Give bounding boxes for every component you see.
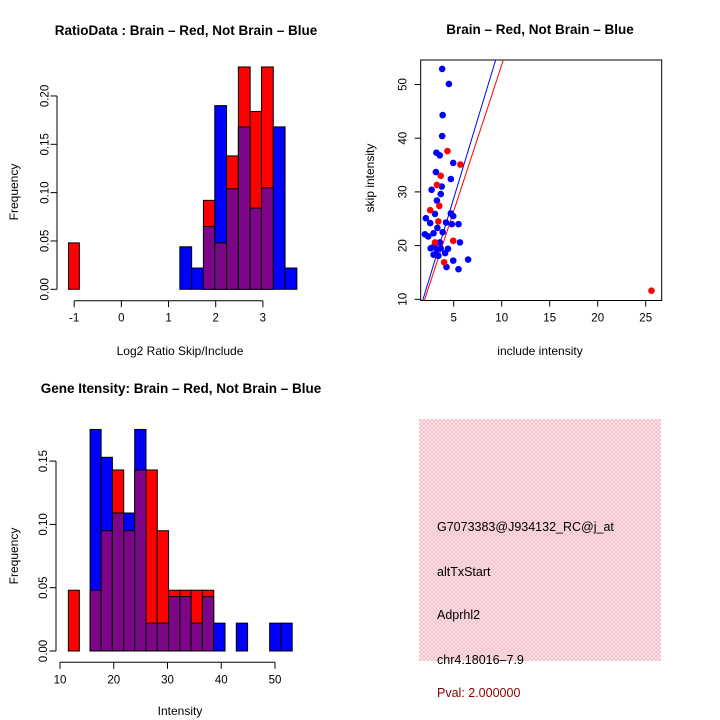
scatter-point bbox=[435, 218, 442, 225]
histogram-bar-overlap bbox=[112, 513, 123, 651]
histogram-bar-overlap bbox=[135, 470, 146, 651]
brain-fit-line bbox=[424, 60, 503, 300]
scatter-point bbox=[448, 221, 455, 228]
scatter-point bbox=[437, 191, 444, 198]
histogram-bar-overlap bbox=[203, 226, 214, 289]
plot-box bbox=[421, 60, 662, 301]
histogram-bar-overlap bbox=[227, 189, 239, 290]
scatter-ylabel: skip intensity bbox=[363, 143, 377, 213]
y-tick-label: 0.05 bbox=[38, 576, 50, 599]
histogram-bar-overlap bbox=[146, 623, 157, 651]
scatter-point bbox=[465, 256, 472, 263]
y-tick-label: 40 bbox=[397, 131, 410, 145]
x-tick-label: 30 bbox=[161, 674, 174, 687]
histogram-bar bbox=[69, 243, 80, 289]
histogram-bar-overlap bbox=[101, 531, 112, 651]
not-brain-fit-line bbox=[423, 60, 496, 300]
histogram-bar bbox=[192, 268, 204, 289]
gene-info-locus: chr4.18016–7.9 bbox=[437, 653, 524, 667]
histogram-bar bbox=[214, 623, 225, 651]
scatter-point bbox=[439, 112, 446, 119]
x-tick-label: 1 bbox=[165, 312, 172, 325]
fit-lines bbox=[423, 60, 504, 300]
intensity-scatter-plot bbox=[360, 0, 720, 360]
y-tick-label: 50 bbox=[397, 78, 410, 91]
x-tick-label: 20 bbox=[107, 674, 121, 687]
scatter-point bbox=[450, 160, 457, 167]
gene-info-gene-symbol: Adprhl2 bbox=[437, 608, 481, 622]
gene-histogram-xlabel: Intensity bbox=[157, 704, 203, 718]
panel-gene-info bbox=[360, 360, 720, 720]
scatter-point bbox=[457, 161, 464, 168]
panel-intensity-scatter bbox=[360, 0, 720, 360]
x-tick-label: 10 bbox=[495, 312, 509, 325]
y-tick-label: 0.00 bbox=[39, 278, 52, 301]
scatter-point bbox=[434, 182, 441, 189]
y-tick-label: 0.15 bbox=[38, 449, 50, 473]
histogram-bar-overlap bbox=[124, 531, 135, 651]
x-tick-label: -1 bbox=[69, 312, 80, 325]
scatter-point bbox=[442, 250, 449, 257]
scatter-point bbox=[436, 203, 443, 210]
histogram-bar bbox=[281, 623, 292, 651]
histogram-bar-overlap bbox=[250, 208, 261, 289]
scatter-point bbox=[428, 186, 435, 193]
scatter-point bbox=[455, 266, 462, 273]
scatter-title: Brain – Red, Not Brain – Blue bbox=[446, 22, 634, 37]
scatter-point bbox=[446, 81, 453, 88]
scatter-point bbox=[455, 221, 462, 228]
scatter-point bbox=[425, 233, 432, 240]
histogram-bar-overlap bbox=[202, 597, 213, 651]
panel-ratio-histogram bbox=[0, 0, 360, 360]
histogram-bar-overlap bbox=[90, 590, 101, 651]
histogram-bar bbox=[180, 247, 192, 290]
histogram-bar-overlap bbox=[180, 597, 191, 651]
scatter-point bbox=[450, 257, 457, 264]
scatter-point bbox=[435, 253, 442, 260]
scatter-xlabel: include intensity bbox=[497, 344, 583, 358]
y-tick-label: 0.10 bbox=[39, 181, 52, 204]
scatter-point bbox=[443, 219, 450, 226]
scatter-point bbox=[427, 220, 434, 227]
gene-histogram-title: Gene Itensity: Brain – Red, Not Brain – Blue bbox=[40, 381, 322, 396]
histogram-bar-overlap bbox=[261, 188, 273, 290]
gene-info-pvalue: Pval: 2.000000 bbox=[437, 686, 521, 700]
histogram-bar bbox=[68, 590, 79, 651]
x-tick-label: 0 bbox=[118, 312, 125, 325]
scatter-point bbox=[648, 287, 655, 294]
scatter-point bbox=[439, 133, 446, 140]
x-tick-label: 20 bbox=[591, 312, 605, 325]
scatter-point bbox=[432, 239, 439, 246]
scatter-point bbox=[439, 229, 446, 236]
scatter-point bbox=[457, 239, 464, 246]
y-tick-label: 10 bbox=[397, 292, 410, 306]
histogram-bar-overlap bbox=[157, 623, 168, 651]
histogram-bar-overlap bbox=[169, 597, 180, 651]
gene-info-box bbox=[419, 419, 661, 700]
y-tick-label: 20 bbox=[397, 239, 410, 252]
scatter-point bbox=[450, 213, 457, 220]
histogram-bar-overlap bbox=[191, 623, 202, 651]
x-tick-label: 40 bbox=[214, 674, 228, 687]
x-tick-label: 2 bbox=[212, 312, 219, 325]
x-tick-label: 10 bbox=[53, 674, 67, 687]
histogram-bar bbox=[285, 268, 297, 289]
scatter-point bbox=[441, 259, 448, 266]
histogram-bar-overlap bbox=[215, 243, 227, 289]
scatter-point bbox=[437, 172, 444, 179]
gene-intensity-histogram-plot bbox=[0, 360, 360, 720]
x-tick-label: 25 bbox=[639, 312, 653, 325]
gene-histogram-ylabel: Frequency bbox=[7, 527, 21, 585]
scatter-point bbox=[444, 148, 451, 155]
scatter-point bbox=[436, 152, 443, 159]
y-tick-label: 0.15 bbox=[39, 133, 52, 156]
scatter-point bbox=[448, 176, 455, 183]
x-tick-label: 15 bbox=[543, 312, 557, 325]
scatter-point bbox=[427, 207, 434, 214]
histogram-bar bbox=[273, 127, 285, 289]
y-tick-label: 30 bbox=[397, 185, 410, 199]
scatter-point bbox=[434, 225, 441, 232]
y-tick-label: 0.00 bbox=[38, 639, 50, 663]
y-tick-label: 0.20 bbox=[39, 84, 52, 108]
scatter-point bbox=[439, 66, 446, 73]
y-tick-label: 0.10 bbox=[38, 513, 50, 536]
x-tick-label: 50 bbox=[268, 674, 282, 687]
ratio-histogram-xlabel: Log2 Ratio Skip/Include bbox=[116, 344, 244, 358]
x-tick-label: 5 bbox=[450, 312, 457, 325]
histogram-bar bbox=[236, 623, 247, 651]
gene-info-probe-id: G7073383@J934132_RC@j_at bbox=[437, 520, 614, 534]
y-tick-label: 0.05 bbox=[39, 229, 52, 253]
ratio-histogram-ylabel: Frequency bbox=[7, 163, 21, 221]
scatter-point bbox=[450, 237, 457, 244]
ratio-histogram-plot bbox=[0, 0, 360, 360]
gene-info-splice-type: altTxStart bbox=[437, 565, 491, 579]
histogram-bar-overlap bbox=[238, 127, 250, 289]
histogram-bar bbox=[270, 623, 281, 651]
panel-gene-intensity-histogram bbox=[0, 360, 360, 720]
x-tick-label: 3 bbox=[259, 312, 267, 325]
ratio-histogram-title: RatioData : Brain – Red, Not Brain – Blue bbox=[54, 23, 318, 38]
